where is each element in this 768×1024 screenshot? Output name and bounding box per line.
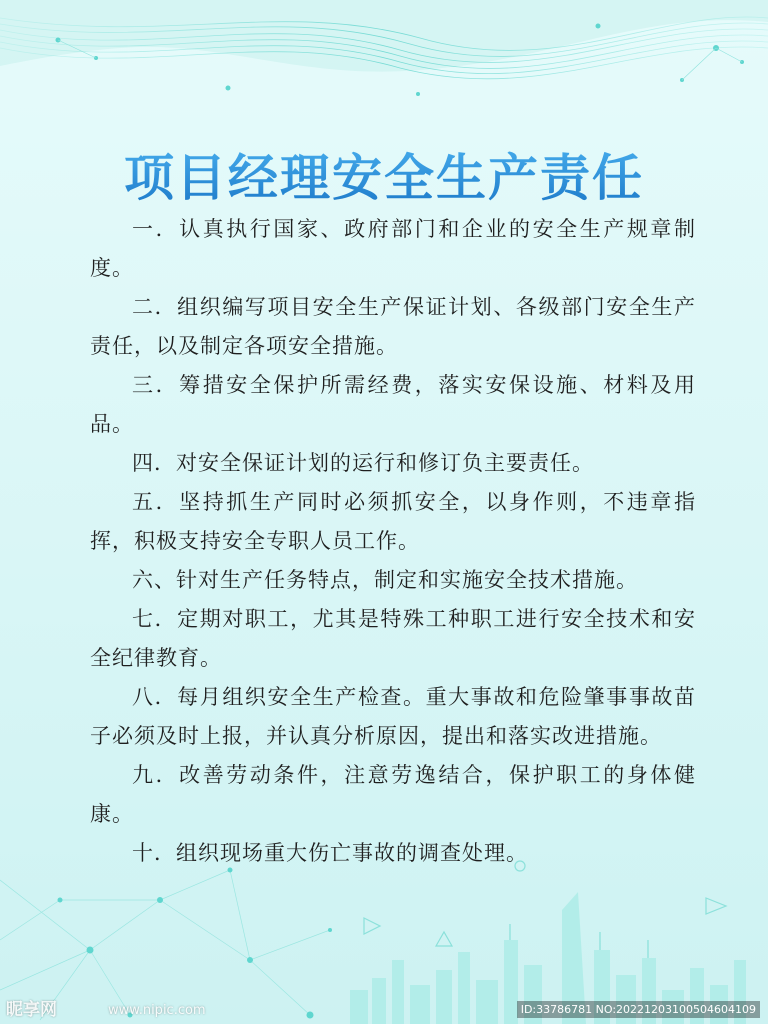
- responsibility-list: [90, 210, 696, 873]
- list-item: 三．筹措安全保护所需经费，落实安保设施、材料及用品。: [90, 373, 696, 436]
- list-item: 六、针对生产任务特点，制定和实施安全技术措施。: [132, 568, 638, 592]
- image-id-label: ID:33786781 NO:20221203100504604109: [517, 1001, 760, 1018]
- top-wave-decoration: [0, 0, 768, 130]
- watermark-logo: 昵享网: [6, 1000, 57, 1020]
- list-item: 八．每月组织安全生产检查。重大事故和危险肇事事故苗子必须及时上报，并认真分析原因，提出和落实改进措施。: [90, 685, 696, 748]
- list-item: 九．改善劳动条件，注意劳逸结合，保护职工的身体健康。: [90, 763, 696, 826]
- list-item: 四．对安全保证计划的运行和修订负主要责任。: [132, 451, 594, 475]
- list-item: 一．认真执行国家、政府部门和企业的安全生产规章制度。: [90, 217, 696, 280]
- list-item: 五．坚持抓生产同时必须抓安全，以身作则，不违章指挥，积极支持安全专职人员工作。: [90, 490, 696, 553]
- bottom-network-city-decoration: [0, 840, 768, 1024]
- list-item: 十．组织现场重大伤亡事故的调查处理。: [132, 841, 528, 865]
- watermark-url: www.nipic.com: [108, 1003, 206, 1018]
- list-item: 二．组织编写项目安全生产保证计划、各级部门安全生产责任，以及制定各项安全措施。: [90, 295, 696, 358]
- list-item: 七．定期对职工，尤其是特殊工种职工进行安全技术和安全纪律教育。: [90, 607, 696, 670]
- page-title: 项目经理安全生产责任: [0, 138, 768, 210]
